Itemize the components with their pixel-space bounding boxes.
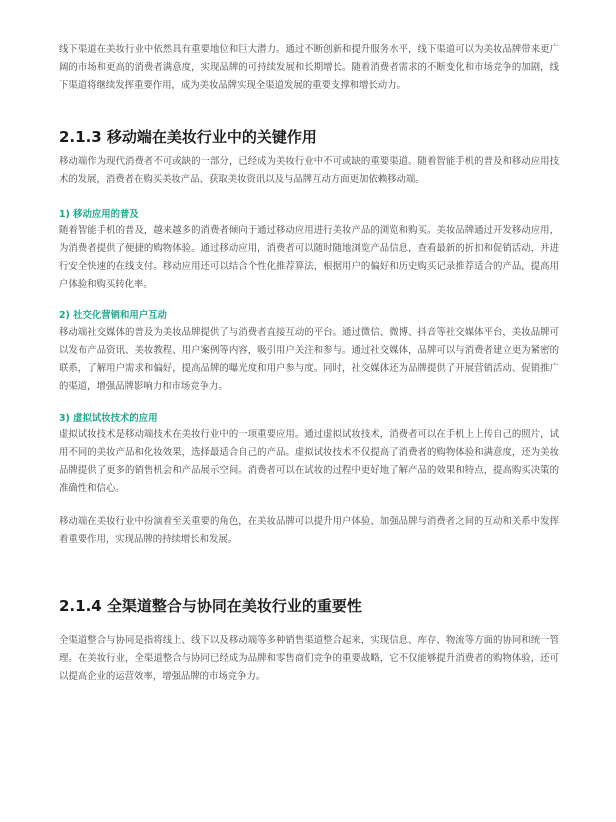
section-2-1-4-intro: 全渠道整合与协同是指将线上、线下以及移动端等多种销售渠道整合起来，实现信息、库存、物流等方面的协同和统一管理。在美妆行业，全渠道整合与协同已经成为品牌和零售商们竞争的重要战略，它不仅能够提升消费者的购物体验，还可以提高企业的运营效率，增强品牌的市场竞争力。 [59,635,559,682]
subheading-social-marketing: 2) 社交化营销和用户互动 [59,310,167,321]
section-2-1-3-conclusion: 移动端在美妆行业中扮演着至关重要的角色，在美妆品牌可以提升用户体验、加强品牌与消费者之间的互动和关系中发挥着重要作用，实现品牌的持续增长和发展。 [59,516,559,545]
paragraph-social-marketing: 移动端社交媒体的普及为美妆品牌提供了与消费者直接互动的平台。通过微信、微博、抖音等社交媒体平台，美妆品牌可以发布产品资讯、美妆教程、用户案例等内容，吸引用户关注和参与。通过社交媒体，品牌可以与消费者建立更为紧密的联系，了解用户需求和偏好，提高品牌的曝光度和用户参与度。同时，社交媒体还为品牌提供了开展营销活动、促销推广的渠道，增强品牌影响力和市场竞争力。 [59,327,559,392]
paragraph-mobile-apps: 随着智能手机的普及，越来越多的消费者倾向于通过移动应用进行美妆产品的浏览和购买。美妆品牌通过开发移动应用，为消费者提供了便捷的购物体验。通过移动应用，消费者可以随时随地浏览产品信息，查看最新的折扣和促销活动，并进行安全快速的在线支付。移动应用还可以结合个性化推荐算法，根据用户的偏好和历史购买记录推荐适合的产品，提高用户体验和购买转化率。 [59,225,559,290]
subheading-mobile-apps: 1) 移动应用的普及 [59,209,139,220]
paragraph-virtual-tryon: 虚拟试妆技术是移动端技术在美妆行业中的一项重要应用。通过虚拟试妆技术，消费者可以在手机上上传自己的照片，试用不同的美妆产品和化妆效果，选择最适合自己的产品。虚拟试妆技术不仅提高了消费者的购物体验和满意度，还为美妆品牌提供了更多的销售机会和产品展示空间。消费者可以在试妆的过程中更好地了解产品的效果和特点，提高购买决策的准确性和信心。 [59,429,559,494]
section-2-1-3-intro: 移动端作为现代消费者不可或缺的一部分，已经成为美妆行业中不可或缺的重要渠道。随着智能手机的普及和移动应用技术的发展，消费者在购买美妆产品、获取美妆资讯以及与品牌互动方面更加依赖移动端。 [59,156,559,185]
section-heading-2-1-4: 2.1.4 全渠道整合与协同在美妆行业的重要性 [59,597,362,615]
intro-paragraph: 线下渠道在美妆行业中依然具有重要地位和巨大潜力。通过不断创新和提升服务水平，线下渠道可以为美妆品牌带来更广阔的市场和更高的消费者满意度，实现品牌的可持续发展和长期增长。随着消费者需求的不断变化和市场竞争的加剧，线下渠道将继续发挥重要作用，成为美妆品牌实现全渠道发展的重要支撑和增长动力。 [59,44,559,91]
section-heading-2-1-3: 2.1.3 移动端在美妆行业中的关键作用 [59,128,317,146]
subheading-virtual-tryon: 3) 虚拟试妆技术的应用 [59,413,158,424]
